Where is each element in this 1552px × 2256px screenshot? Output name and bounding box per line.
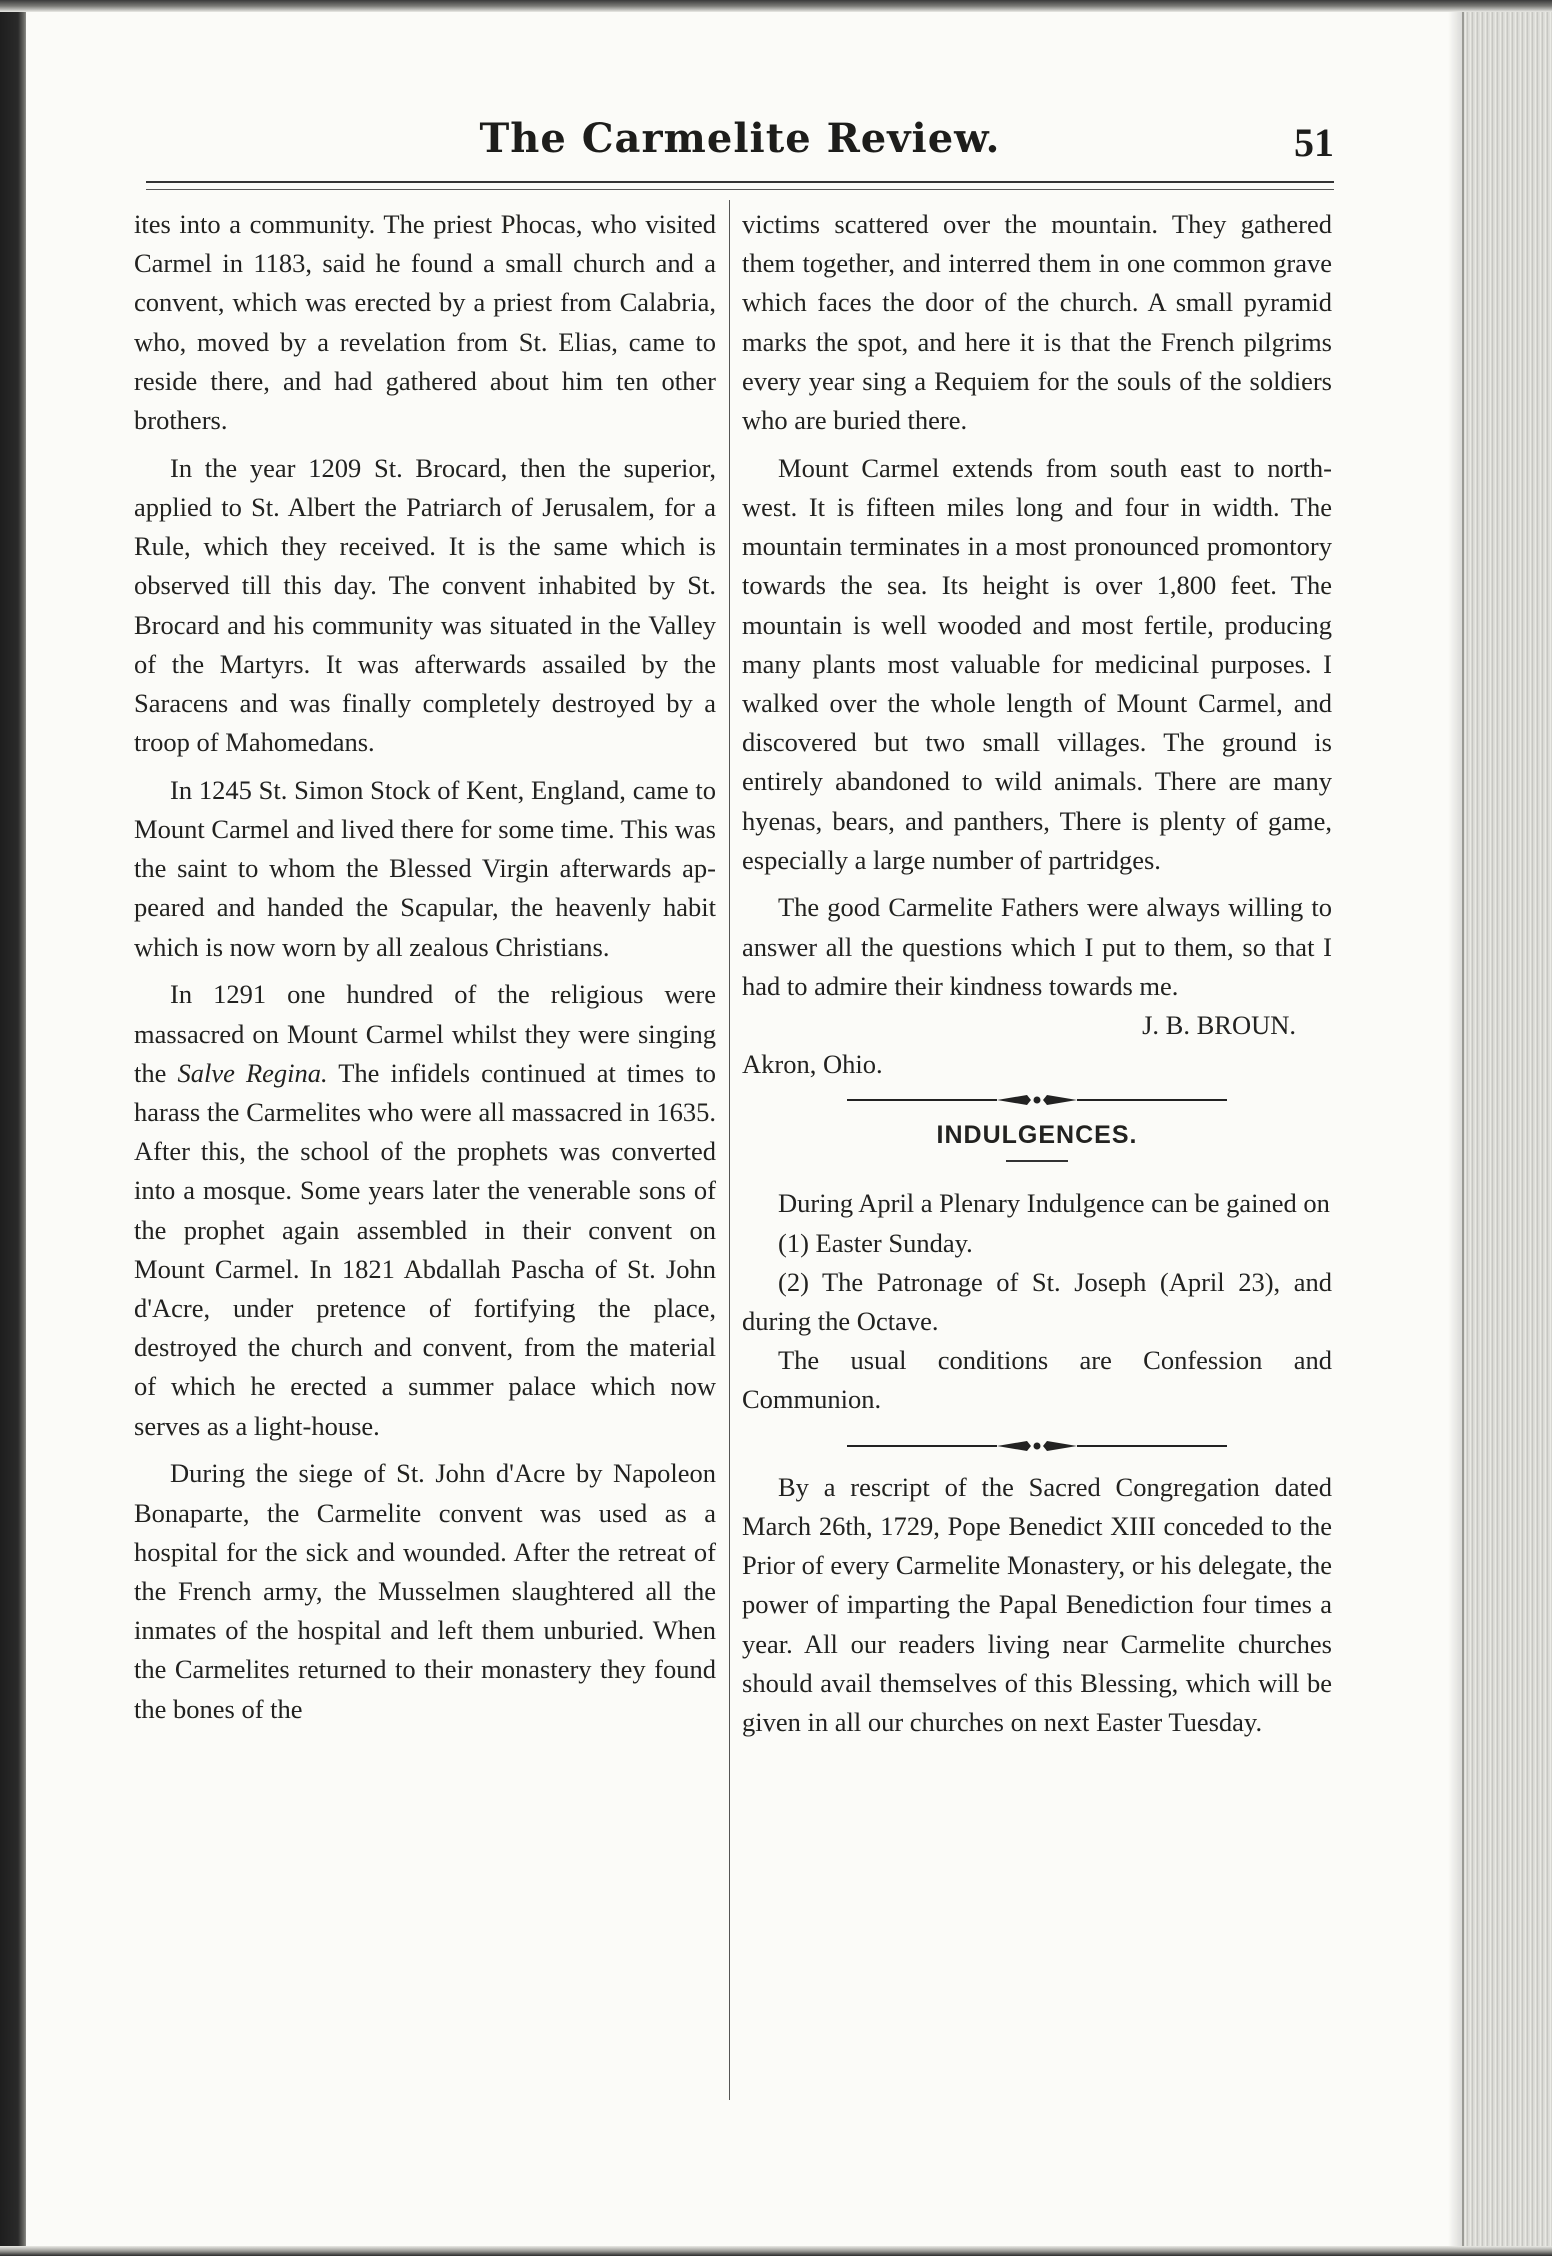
paragraph: The usual conditions are Confession and Communion. xyxy=(742,1345,1332,1415)
header-rule xyxy=(146,181,1334,183)
paragraph: Mount Carmel extends from south east to north-west. It is fifteen miles long and four in width. The mountain terminates in a most pronounced promontory towards the sea. Its height is over 1,800 feet. The mountain is well wooded and most fertile, producing many plants most valuable for medicinal purposes. I walked over the whole length of Mount Carmel, and discovered but two small villages. The ground is entirely abandoned to wild animals. There are many hyenas, bears, and panthers, There is plenty of game, especially a large number of partridges. xyxy=(742,452,1332,875)
section-heading: INDULGENCES. xyxy=(936,1121,1138,1150)
page-stack-edge xyxy=(1462,8,1552,2246)
paragraph: In 1245 St. Simon Stock of Kent, England, came to Mount Carmel and lived there for some time. This was the saint to whom the Blessed Virgin afterwards appeared and handed the Scapular, the heavenly habit which is now worn by all zealous Christians. xyxy=(134,774,716,962)
page-number: 51 xyxy=(1294,120,1334,165)
paragraph xyxy=(134,975,716,1445)
paragraph: In the year 1209 St. Brocard, then the superior, applied to St. Albert the Patriarch of Jerusalem, for a Rule, which they received. It is the same which is observed till this day. The convent inhabited by St. Brocard and his community was situated in the Valley of the Martyrs. It was afterwards assailed by the Saracens and was finally completely destroyed by a troop of Mahomedans. xyxy=(134,452,716,758)
paragraph: By a rescript of the Sacred Congregation dated March 26th, 1729, Pope Benedict XIII conceded to the Prior of every Carmelite Monastery, or his delegate, the power of imparting the Papal Benediction four times a year. All our readers living near Carmelite churches should avail themselves of this Blessing, which will be given in all our churches on next Easter Tuesday. xyxy=(742,1471,1332,1737)
paragraph: ites into a community. The priest Phocas, who visited Carmel in 1183, said he found a small church and a convent, which was erected by a priest from Calabria, who, moved by a revelation from St. Elias, came to reside there, and had gathered about him ten other brothers. xyxy=(134,209,716,436)
paragraph-text: In 1291 one hundred of the religious were massacred on Mount Carmel whilst they were singing the xyxy=(134,979,716,1088)
author-signature: J. B. BROUN. xyxy=(1142,1010,1296,1041)
ornamental-divider-icon xyxy=(847,1438,1227,1454)
right-column xyxy=(742,205,1332,1742)
running-header xyxy=(146,115,1334,175)
journal-title: The Carmelite Review. xyxy=(479,115,1001,162)
paragraph: During the siege of St. John d'Acre by Napoleon Bonaparte, the Carmelite convent was used as a hospital for the sick and wounded. After the retreat of the French army, the Musselmen slaughtered all the inmates of the hospital and left them unburied. When the Carmelites returned to their monastery they found the bones of the xyxy=(134,1458,716,1724)
paragraph: victims scattered over the mountain. They gathered them together, and interred them in one common grave which faces the door of the church. A small pyramid marks the spot, and here it is that the French pilgrims every year sing a Requiem for the souls of the soldiers who are buried there. xyxy=(742,209,1332,436)
column-divider xyxy=(729,200,730,2100)
left-column xyxy=(134,205,716,1729)
heading-rule xyxy=(1006,1160,1068,1162)
scan-bottom-edge xyxy=(0,2246,1552,2256)
paragraph: The good Carmelite Fathers were always willing to answer all the questions which I put to them, so that I had to admire their kindness towards me. xyxy=(742,892,1332,1001)
author-location: Akron, Ohio. xyxy=(742,1049,883,1080)
paragraph: During April a Plenary Indulgence can be gained on xyxy=(778,1188,1330,1219)
italic-hymn-title: Salve Regina. xyxy=(177,1057,328,1088)
header-rule-thin xyxy=(146,189,1334,190)
list-item: (2) The Patronage of St. Joseph (April 23), and during the Octave. xyxy=(742,1266,1332,1337)
ornamental-divider-icon xyxy=(847,1092,1227,1108)
scan-top-edge xyxy=(0,0,1552,12)
list-item: (1) Easter Sunday. xyxy=(778,1227,973,1258)
paragraph-text: The infidels continued at times to harass the Carmelites who were all massacred in 1635. After this, the school of the prophets was converted into a mosque. Some years later the venerable sons of the prophet again assembled in their convent on Mount Carmel. In 1821 Abdallah Pascha of St. John d'Acre, under pretence of fortifying the place, destroyed the church and convent, from the material of which he erected a summer palace which now serves as a light-house. xyxy=(134,1057,717,1441)
